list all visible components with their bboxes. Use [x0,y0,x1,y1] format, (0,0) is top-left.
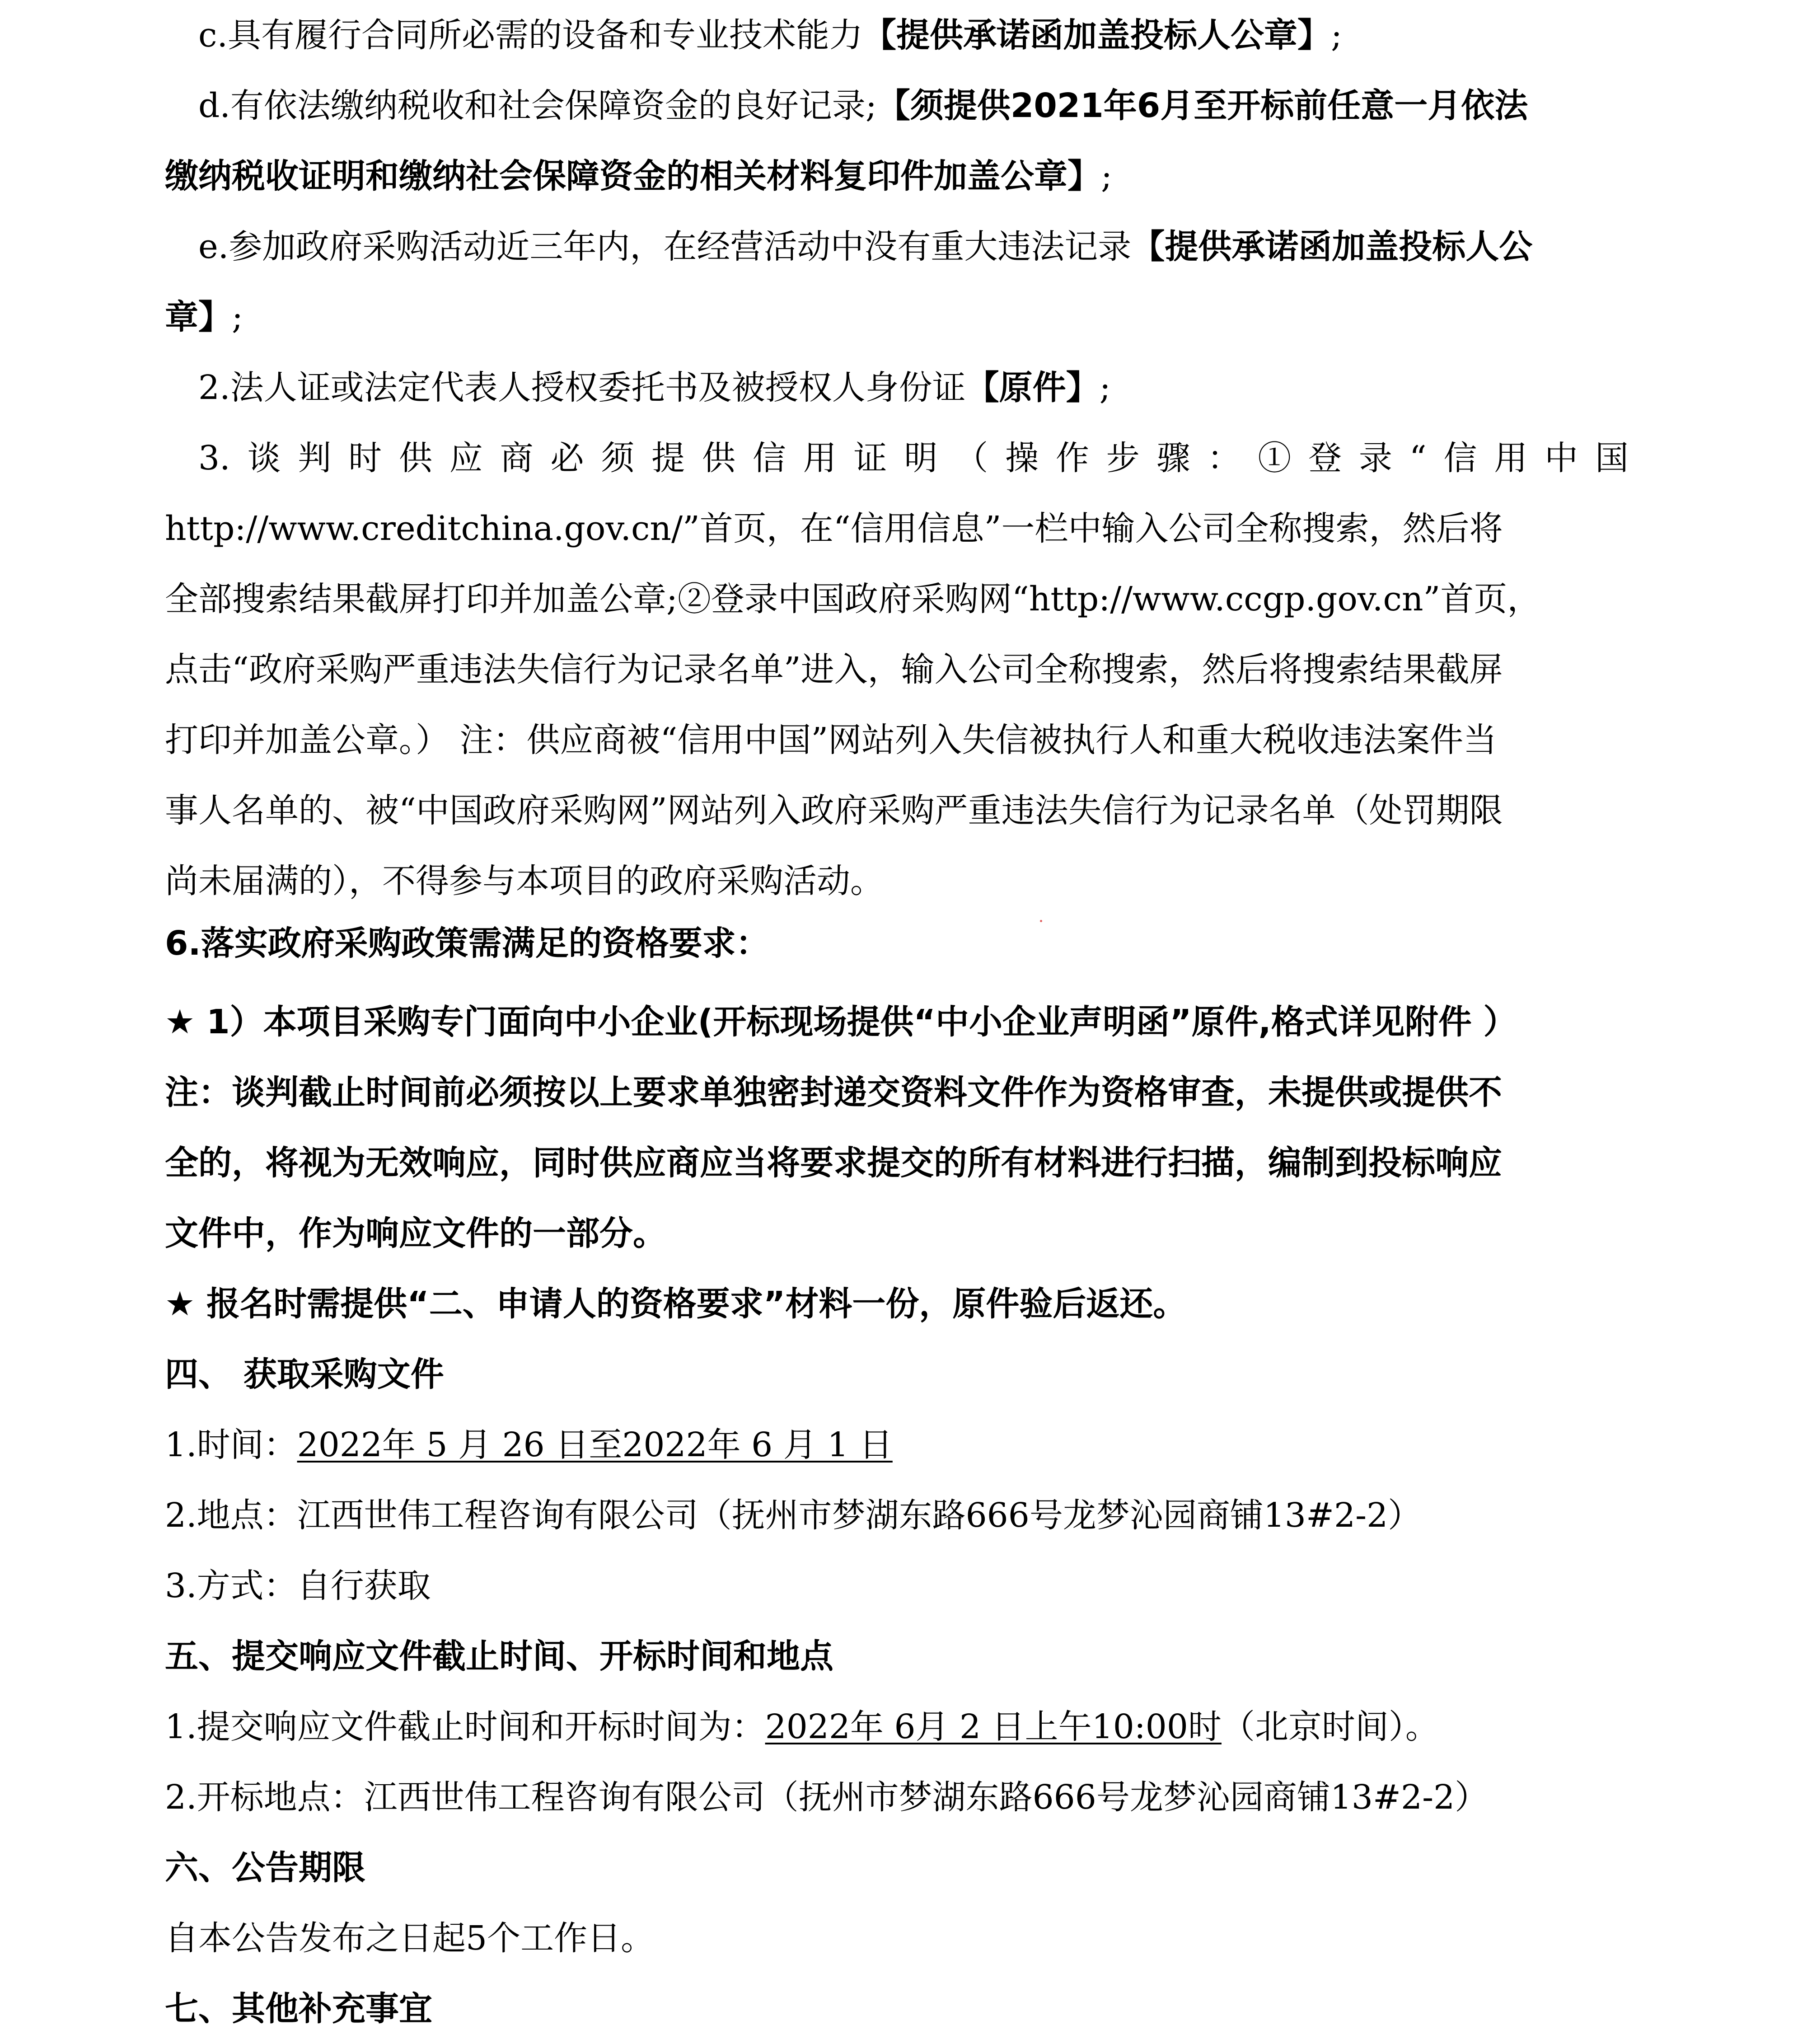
punctuation: ; [1330,16,1342,55]
acquisition-method: 3.方式：自行获取 [165,1566,431,1605]
document-page [165,0,1629,2036]
field-label: 1.提交响应文件截止时间和开标时间为： [165,1707,765,1746]
punctuation: ; [1099,368,1111,407]
requirement-3-line-3: 全部搜索结果截屏打印并加盖公章;②登录中国政府采购网“http://www.ccgp.gov.cn”首页， [165,580,1541,619]
requirement-note: 【须提供2021年6月至开标前任意一月依法 [876,86,1528,125]
requirement-note: 缴纳税收证明和缴纳社会保障资金的相关材料复印件加盖公章】 [165,157,1101,196]
announcement-period: 自本公告发布之日起5个工作日。 [165,1919,655,1958]
qualification-item-d [198,70,1629,141]
section-4-heading: 四、 获取采购文件 [165,1355,444,1394]
requirement-3-line-6: 事人名单的、被“中国政府采购网”网站列入政府采购严重违法失信行为记录名单（处罚期限 [165,791,1503,830]
bid-note-line-2: 全的，将视为无效响应，同时供应商应当将要求提交的所有材料进行扫描，编制到投标响应 [165,1144,1502,1182]
item-text: d.有依法缴纳税收和社会保障资金的良好记录; [198,86,877,125]
item-text: e.参加政府采购活动近三年内，在经营活动中没有重大违法记录 [198,227,1132,266]
qualification-item-c [198,0,1629,70]
requirement-3-line-5: 打印并加盖公章。） 注：供应商被“信用中国”网站列入失信被执行人和重大税收违法案件当 [165,721,1497,759]
section-7-heading: 七、其他补充事宜 [165,1989,432,2028]
requirement-3-line-2: http://www.creditchina.gov.cn/”首页，在“信用信息”一栏中输入公司全称搜索，然后将 [165,509,1503,548]
bid-note-line-1: 注：谈判截止时间前必须按以上要求单独密封递交资料文件作为资格审查，未提供或提供不 [165,1073,1502,1112]
acquisition-location: 2.地点：江西世伟工程咨询有限公司（抚州市梦湖东路666号龙梦沁园商铺13#2-2） [165,1496,1422,1535]
requirement-3-line-4: 点击“政府采购严重违法失信行为记录名单”进入，输入公司全称搜索，然后将搜索结果截屏 [165,650,1503,689]
registration-note: ★ 报名时需提供“二、申请人的资格要求”材料一份，原件验后返还。 [165,1285,1187,1323]
section-6-announcement-heading: 六、公告期限 [165,1848,365,1887]
punctuation: ; [232,298,243,337]
requirement-note: 章】 [165,298,232,337]
bid-note-line-3: 文件中，作为响应文件的一部分。 [165,1214,666,1253]
submission-deadline [165,1692,1629,1762]
item-text: c.具有履行合同所必需的设备和专业技术能力 [198,16,863,55]
requirement-3: 3.谈判时供应商必须提供信用证明（操作步骤：①登录“信用中国 [198,439,1629,478]
qualification-item-e-continued [165,282,1629,352]
date-range: 2022年 5 月 26 日至2022年 6 月 1 日 [297,1425,893,1464]
timezone-note: （北京时间）。 [1221,1707,1439,1746]
requirement-note: 【原件】 [965,368,1100,407]
opening-location: 2.开标地点：江西世伟工程咨询有限公司（抚州市梦湖东路666号龙梦沁园商铺13#2-2） [165,1778,1489,1817]
field-label: 1.时间： [165,1425,297,1464]
deadline-datetime: 2022年 6月 2 日上午10:00时 [765,1707,1222,1746]
sme-requirement: ★ 1）本项目采购专门面向中小企业(开标现场提供“中小企业声明函”原件,格式详见附件 ） [165,1003,1517,1041]
acquisition-time [165,1410,1629,1480]
section-5-heading: 五、提交响应文件截止时间、开标时间和地点 [165,1637,833,1676]
requirement-note: 【提供承诺函加盖投标人公章】 [862,16,1331,55]
item-text: 2.法人证或法定代表人授权委托书及被授权人身份证 [198,368,966,407]
requirement-3-line-7: 尚未届满的），不得参与本项目的政府采购活动。 [165,862,884,900]
stray-mark [1040,920,1042,922]
requirement-2 [198,352,1629,423]
punctuation: ; [1101,157,1112,196]
qualification-item-e [198,211,1629,282]
section-6-heading: 6.落实政府采购政策需满足的资格要求： [165,924,769,963]
requirement-note: 【提供承诺函加盖投标人公 [1131,227,1533,266]
qualification-item-d-continued [165,141,1629,211]
